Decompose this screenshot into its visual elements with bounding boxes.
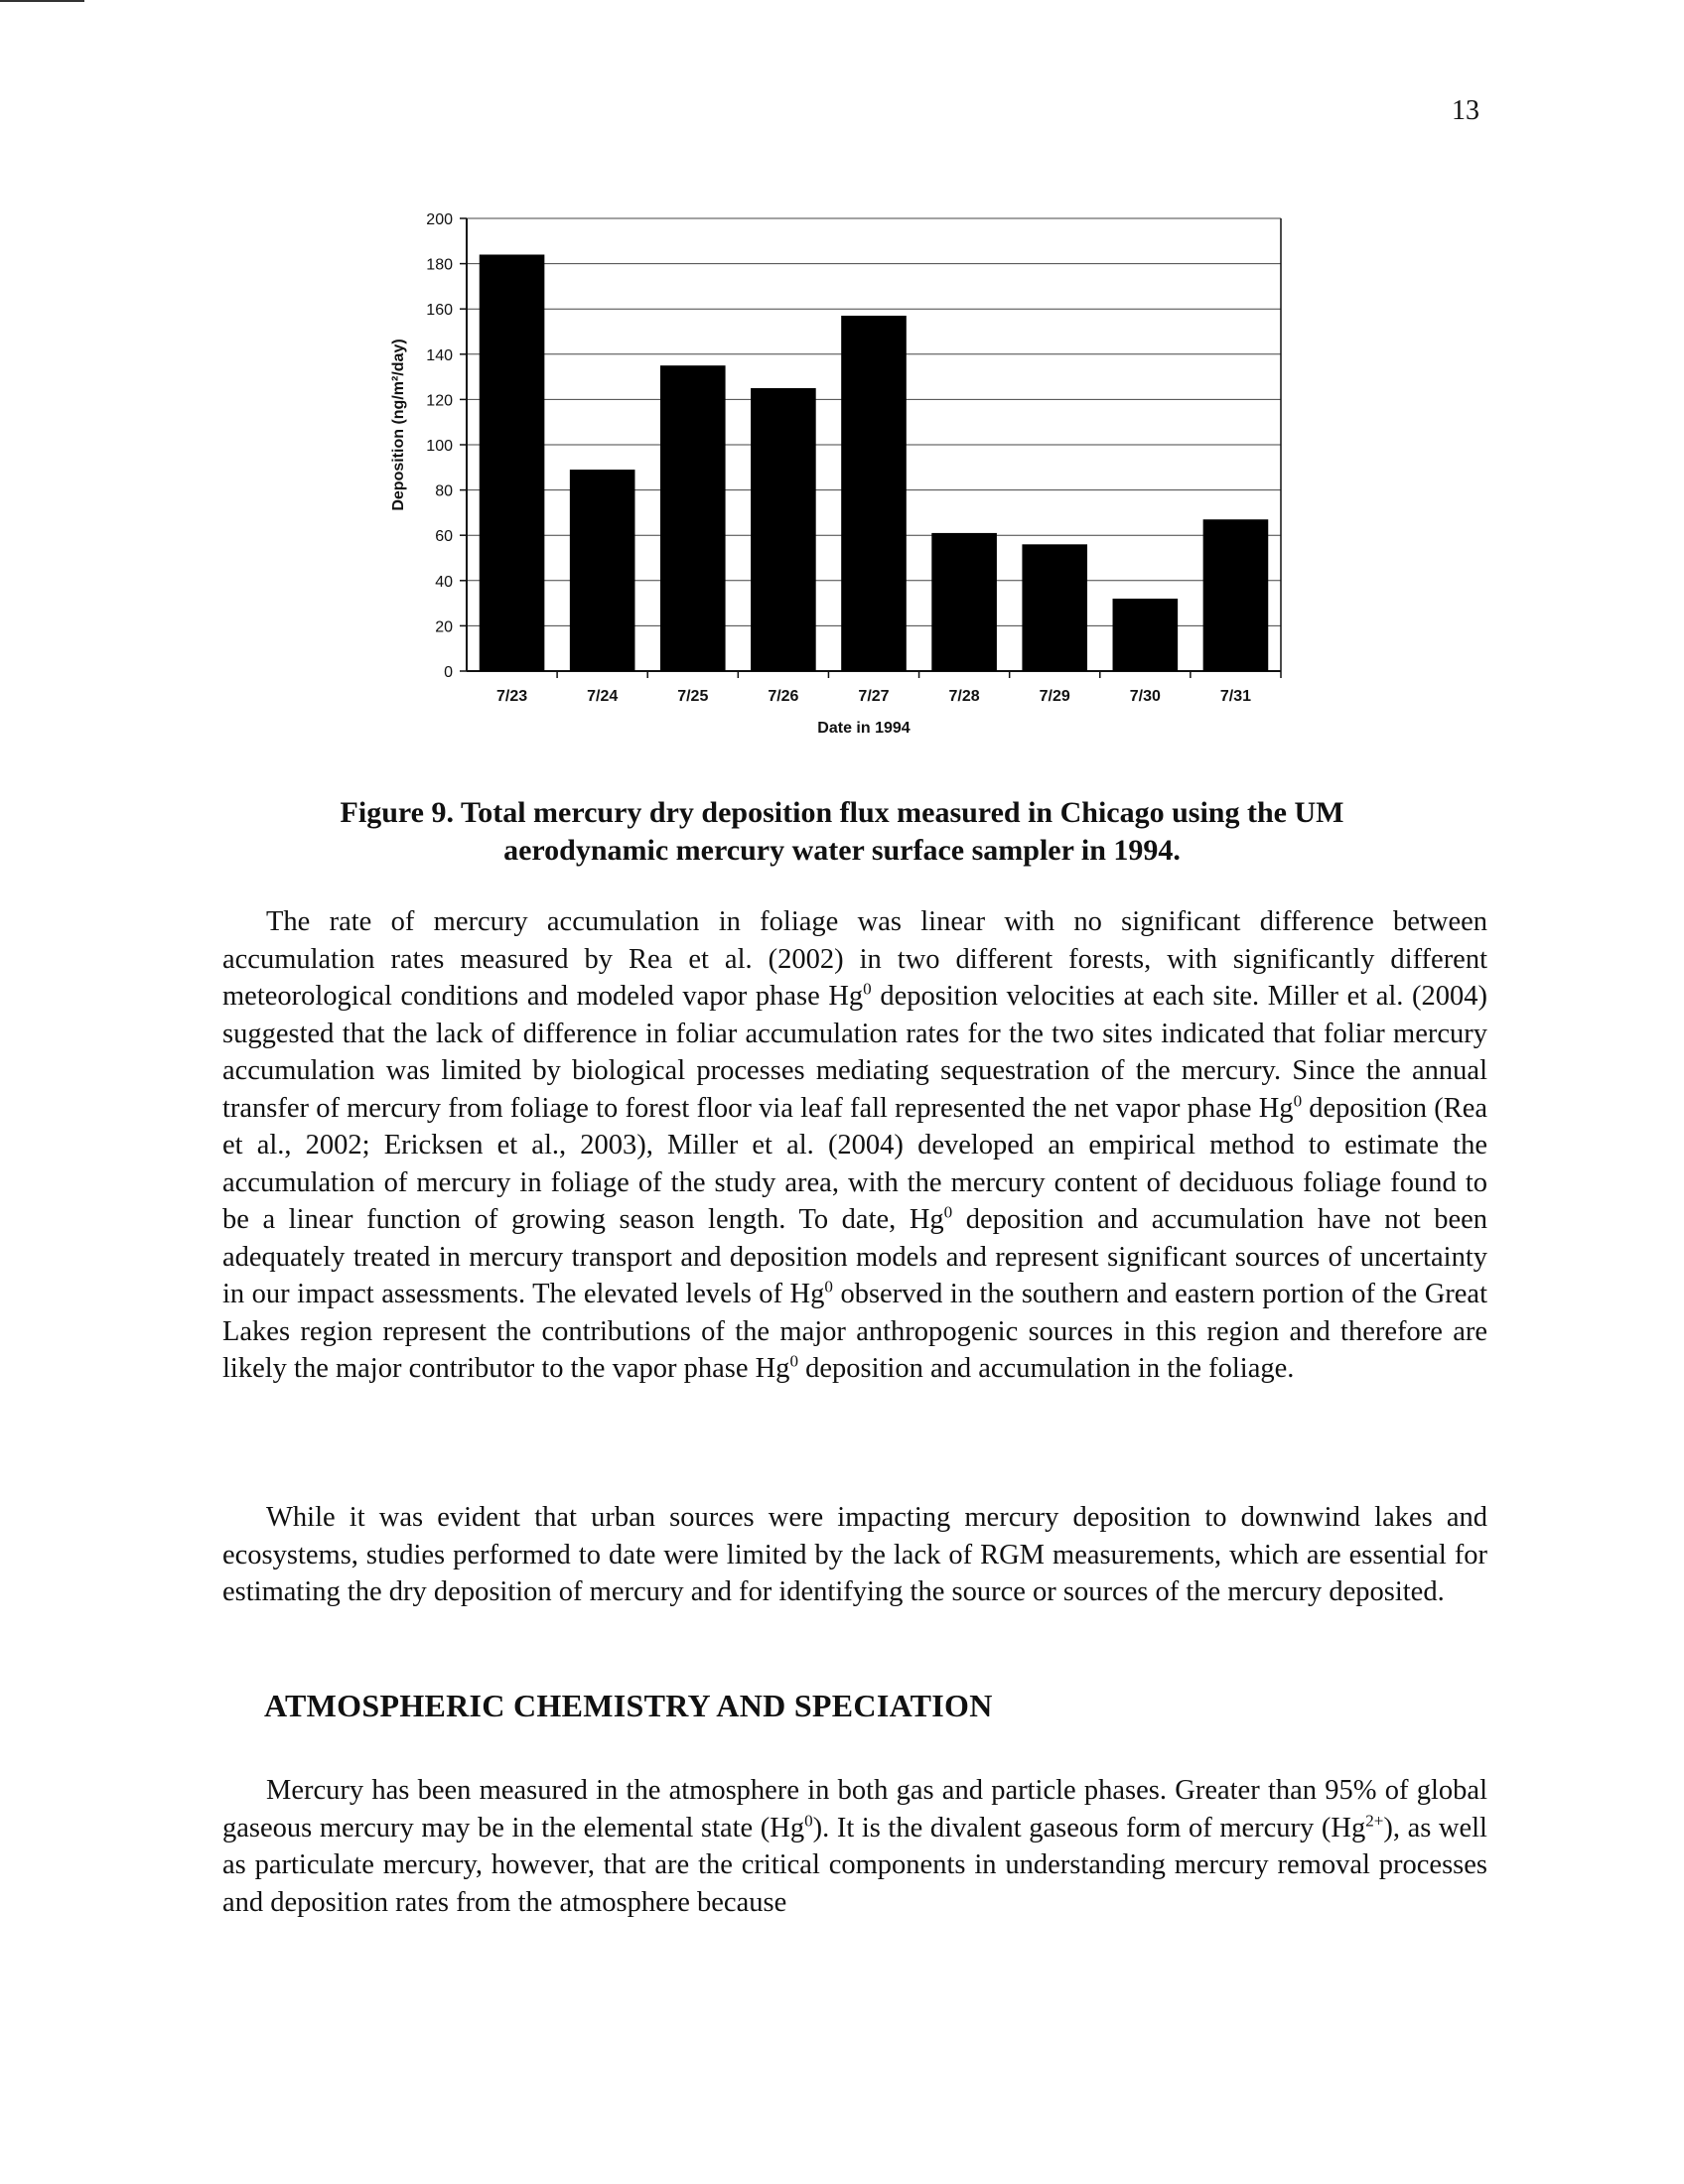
y-tick-label: 180 (426, 256, 453, 274)
y-tick-label: 160 (426, 302, 453, 320)
caption-line-1 (248, 794, 1436, 832)
y-tick-label: 0 (444, 664, 453, 681)
x-tick-label: 7/23 (495, 688, 528, 705)
bar (660, 365, 726, 671)
bar (1203, 519, 1269, 671)
y-tick-label: 40 (435, 573, 453, 591)
y-tick-label: 200 (426, 211, 453, 228)
caption-line-2: aerodynamic mercury water surface sampler in 1994. (503, 834, 1181, 867)
paragraph-mercury-phases: Mercury has been measured in the atmosphere in both gas and particle phases. Greater than 95% of global gaseous mercury may be in the elemental state (Hg$^0$). It is the divalent gaseous form of mercury $(Hg^{2+})$, as well as particulate mercury, however, that are the critical components in understanding mercury removal processes and deposition rates from the atmosphere because (222, 1775, 1487, 1918)
figure-9-chart (367, 205, 1311, 760)
y-tick-label: 60 (435, 528, 453, 546)
page-number: 13 (1452, 95, 1479, 126)
y-tick-label: 140 (426, 346, 453, 364)
section-heading: ATMOSPHERIC CHEMISTRY AND SPECIATION (264, 1688, 993, 1723)
x-tick-label: 7/27 (858, 688, 890, 705)
x-tick-label: 7/31 (1219, 688, 1252, 705)
x-tick-label: 7/26 (768, 688, 799, 705)
paragraph-foliage-accumulation: The rate of mercury accumulation in foliage was linear with no significant difference between accumulation rates measured by Rea et al. (2002) in two different forests, with significantly different meteorological conditions and modeled vapor phase Hg$^0$ deposition velocities at each site. Miller et al. (2004) suggested that the lack of difference in foliar accumulation rates for the two sites indicated that foliar mercury accumulation was limited by biological processes mediating sequestration of the mercury. Since the annual transfer of mercury from foliage to forest floor via leaf fall represented the net vapor phase Hg$^0$ deposition (Rea et al., 2002; Ericksen et al., 2003), Miller et al. (2004) developed an empirical method to estimate the accumulation of mercury in foliage of the study area, with the mercury content of deciduous foliage found to be a linear function of growing season length. To date, Hg$^0$ deposition and accumulation have not been adequately treated in mercury transport and deposition models and represent significant sources of uncertainty in our impact assessments. The elevated levels of Hg$^0$ observed in the southern and eastern portion of the Great Lakes region represent the contributions of the major anthropogenic sources in this region and therefore are likely the major contributor to the vapor phase Hg$^0$ deposition and accumulation in the foliage. (222, 906, 1488, 1384)
bar-chart (367, 205, 1311, 760)
figure-caption (248, 794, 1436, 870)
y-tick-label: 80 (435, 482, 453, 500)
x-axis-label: Date in 1994 (817, 720, 911, 737)
x-tick-label: 7/30 (1129, 688, 1161, 705)
y-axis-label: Deposition (ng/m²/day) (390, 339, 407, 511)
bar (570, 470, 635, 671)
caption-label: Figure 9. (340, 796, 454, 829)
bar (480, 254, 545, 671)
x-tick-label: 7/24 (587, 688, 619, 705)
paragraph-urban-sources: While it was evident that urban sources were impacting mercury deposition to downwind lakes and ecosystems, studies performed to date were limited by the lack of RGM measurements, which are essential for estimating the dry deposition of mercury and for identifying the source or sources of the mercury deposited. (222, 1502, 1487, 1607)
y-tick-label: 100 (426, 438, 453, 455)
bar (1022, 544, 1087, 671)
y-tick-label: 120 (426, 392, 453, 410)
x-tick-label: 7/29 (1039, 688, 1070, 705)
bar (841, 316, 907, 671)
caption-text-1: Total mercury dry deposition flux measured in Chicago using the UM (460, 796, 1344, 829)
bar (751, 388, 816, 671)
y-tick-label: 20 (435, 618, 453, 636)
x-tick-label: 7/28 (948, 688, 980, 705)
bar (1113, 599, 1179, 671)
x-tick-label: 7/25 (677, 688, 709, 705)
bar (931, 533, 997, 671)
corner-rule (0, 0, 84, 2)
